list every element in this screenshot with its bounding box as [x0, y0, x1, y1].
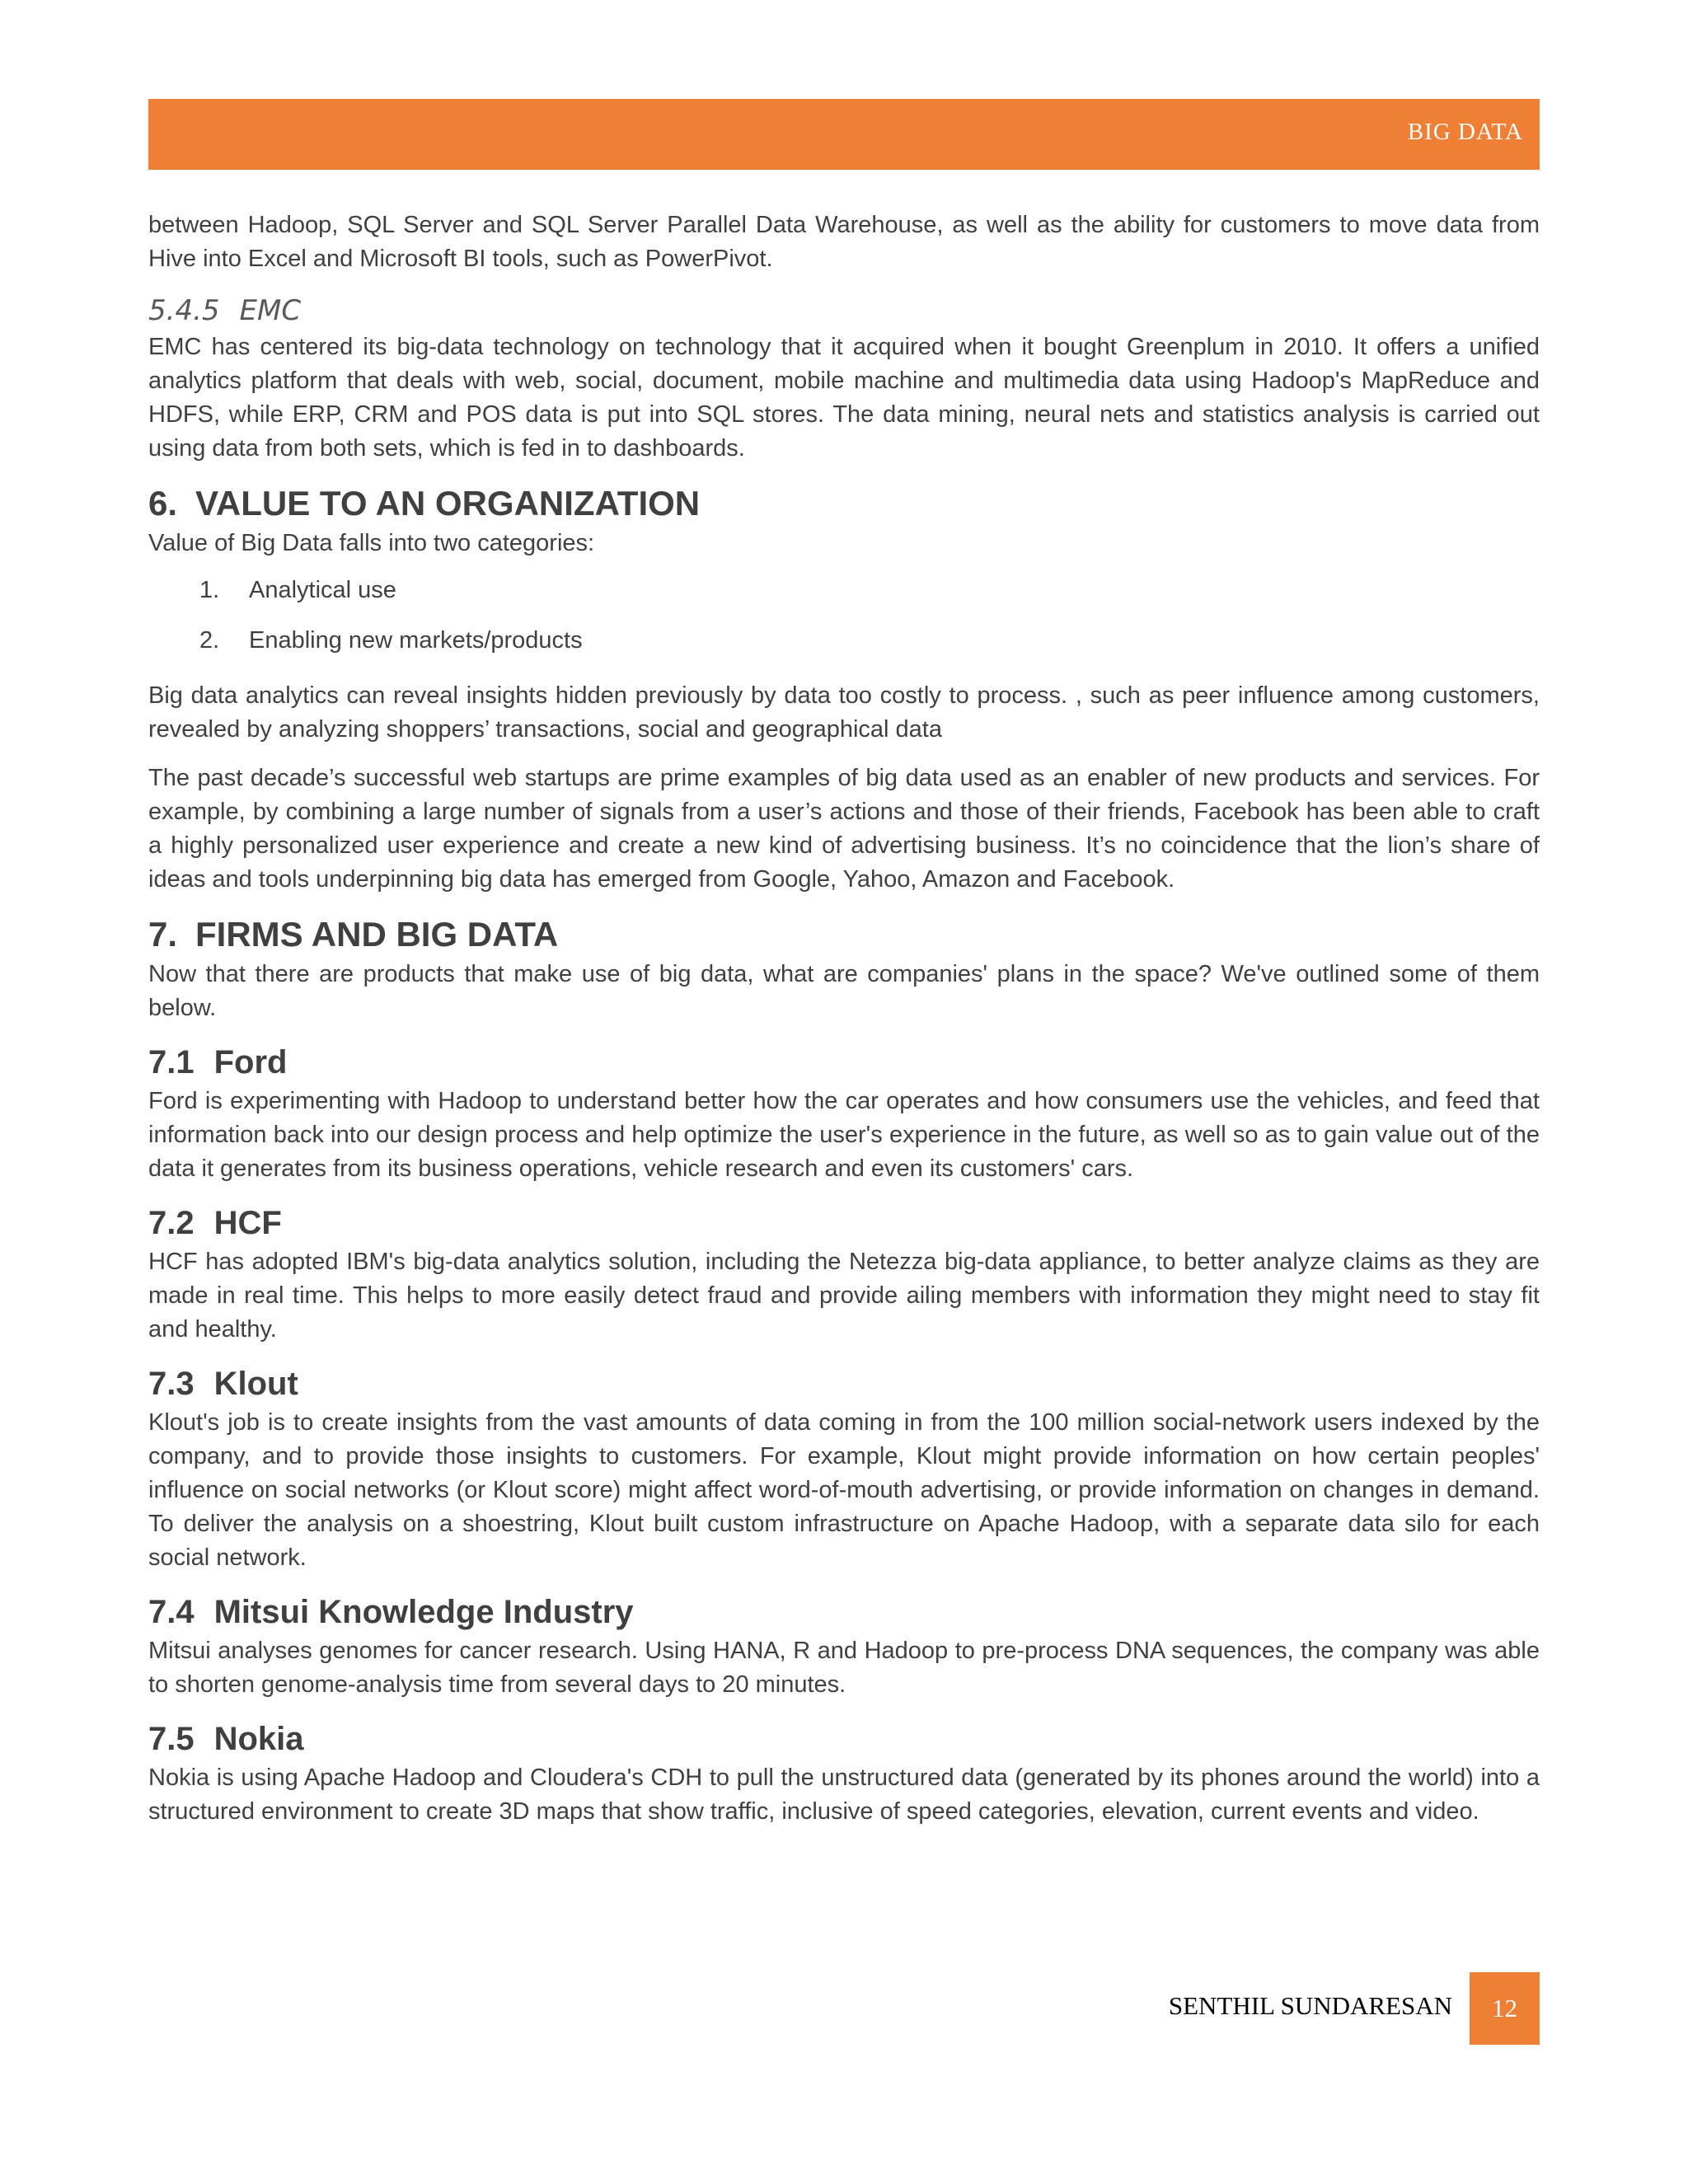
firm-heading-title: Ford: [213, 1044, 288, 1080]
firm-heading-number: 7.3: [148, 1366, 195, 1402]
list-item: [148, 616, 1540, 666]
list-item-text: Analytical use: [249, 577, 396, 603]
page-number: 12: [1492, 1994, 1517, 2022]
section-7-title: FIRMS AND BIG DATA: [195, 915, 559, 954]
section-6-intro: Value of Big Data falls into two categories:: [148, 530, 595, 556]
firm-heading-hcf: [148, 1201, 1540, 1245]
section-6-heading: [148, 480, 1540, 527]
firm-heading-nokia: [148, 1717, 1540, 1761]
firm-heading-number: 7.1: [148, 1044, 195, 1080]
page-content: [148, 209, 1540, 1844]
emc-paragraph: EMC has centered its big-data technology on technology that it acquired when it bought Greenplum in 2010. It offers a unified analytics platform that deals with web, social, document, mobile machine and multimedia data using Hadoop's MapReduce and HDFS, while ERP, CRM and POS data is put into SQL stores. The data mining, neural nets and statistics analysis is carried out using data from both sets, which is fed in to dashboards.: [148, 334, 1540, 462]
list-item-number: 2.: [199, 627, 220, 654]
firm-paragraph-klout: Klout's job is to create insights from the vast amounts of data coming in from the 100 million social-network users indexed by the company, and to provide those insights to customers. For example, Klout might provide information on how certain peoples' influence on social networks (or Klout score) might affect word-of-mouth advertising, or provide information on changes in demand. To deliver the analysis on a shoestring, Klout built custom infrastructure on Apache Hadoop, with a separate data silo for each social network.: [148, 1409, 1540, 1571]
firm-paragraph-mitsui: Mitsui analyses genomes for cancer research. Using HANA, R and Hadoop to pre-process DNA sequences, the company was able to shorten genome-analysis time from several days to 20 minutes.: [148, 1638, 1540, 1698]
value-category-list: [148, 565, 1540, 666]
section-7-heading: [148, 912, 1540, 958]
firm-heading-title: HCF: [213, 1205, 282, 1241]
section-6-title: VALUE TO AN ORGANIZATION: [195, 484, 701, 523]
list-item-text: Enabling new markets/products: [249, 627, 583, 654]
firm-heading-title: Nokia: [213, 1721, 304, 1757]
firm-heading-number: 7.5: [148, 1721, 195, 1757]
section-6-paragraph-2: The past decade’s successful web startups are prime examples of big data used as an enabler of new products and services. For example, by combining a large number of signals from a user’s actions and those of their friends, Facebook has been able to craft a highly personalized user experience and create a new kind of advertising business. It’s no coincidence that the lion’s share of ideas and tools underpinning big data has emerged from Google, Yahoo, Amazon and Facebook.: [148, 765, 1540, 893]
list-item-number: 1.: [199, 577, 220, 603]
emc-heading-number: 5.4.5: [148, 294, 220, 327]
footer-author: SENTHIL SUNDARESAN: [1168, 1991, 1452, 2020]
header-title: BIG DATA: [1407, 119, 1523, 145]
firm-heading-mitsui: [148, 1590, 1540, 1634]
firm-heading-klout: [148, 1361, 1540, 1406]
firm-heading-title: Klout: [213, 1366, 298, 1402]
section-7-intro: Now that there are products that make use of big data, what are companies' plans in the space? We've outlined some of them below.: [148, 961, 1540, 1021]
firm-heading-number: 7.2: [148, 1205, 195, 1241]
emc-heading: [148, 291, 1540, 330]
section-6-number: 6.: [148, 484, 178, 523]
page-number-box: [1470, 1972, 1540, 2045]
firm-paragraph-nokia: Nokia is using Apache Hadoop and Cloudera's CDH to pull the unstructured data (generated by its phones around the world) into a structured environment to create 3D maps that show traffic, inclusive of speed categories, elevation, current events and video.: [148, 1765, 1540, 1825]
firm-heading-ford: [148, 1040, 1540, 1085]
section-6-paragraph-1: Big data analytics can reveal insights hidden previously by data too costly to process. , such as peer influence among customers, revealed by analyzing shoppers’ transactions, social and geographical data: [148, 682, 1540, 743]
firm-paragraph-ford: Ford is experimenting with Hadoop to understand better how the car operates and how consumers use the vehicles, and feed that information back into our design process and help optimize the user's experience in the future, as well so as to gain value out of the data it generates from its business operations, vehicle research and even its customers' cars.: [148, 1088, 1540, 1182]
firm-paragraph-hcf: HCF has adopted IBM's big-data analytics solution, including the Netezza big-data appliance, to better analyze claims as they are made in real time. This helps to more easily detect fraud and provide ailing members with information they might need to stay fit and healthy.: [148, 1249, 1540, 1343]
list-item: [148, 565, 1540, 616]
firm-heading-number: 7.4: [148, 1594, 195, 1630]
emc-heading-title: EMC: [239, 294, 302, 327]
intro-paragraph: between Hadoop, SQL Server and SQL Server Parallel Data Warehouse, as well as the ability for customers to move data from Hive into Excel and Microsoft BI tools, such as PowerPivot.: [148, 212, 1540, 272]
firm-heading-title: Mitsui Knowledge Industry: [213, 1594, 634, 1630]
section-7-number: 7.: [148, 915, 178, 954]
header-bar: [148, 99, 1540, 170]
